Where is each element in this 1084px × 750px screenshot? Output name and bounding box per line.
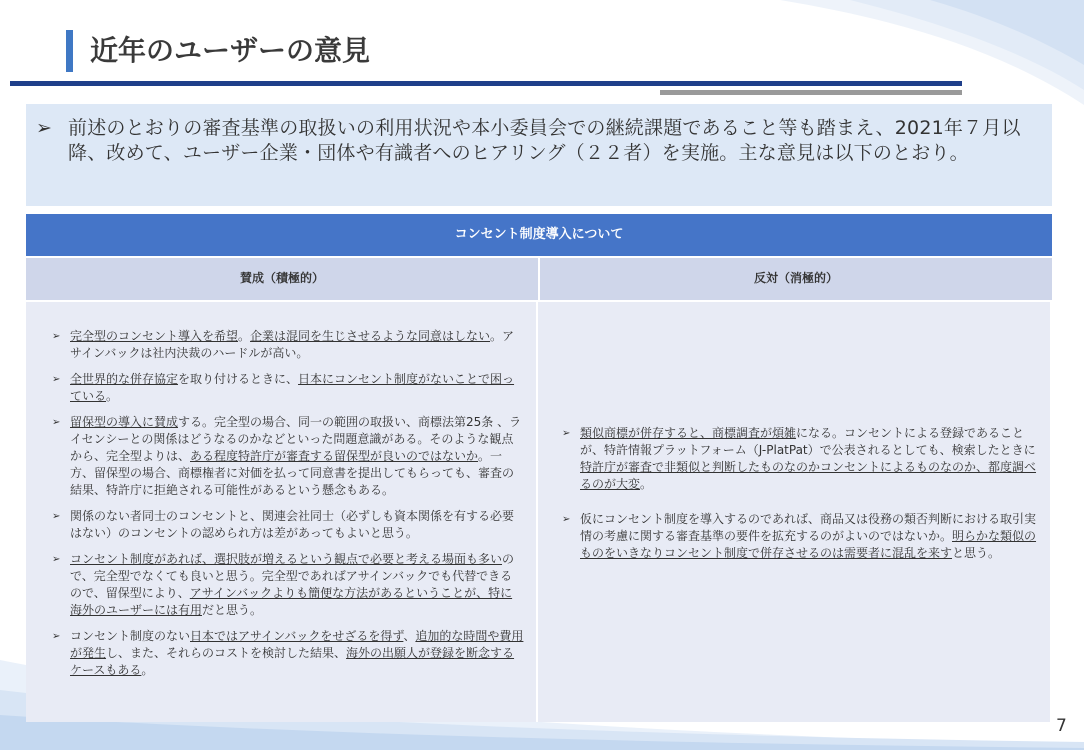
opinion-text: 、 xyxy=(403,629,416,643)
opinion-text: になる。コンセントによる登録であることが、特許情報プラットフォーム（J-PlatPat）で公表されるとしても、検索したときに xyxy=(580,425,1036,457)
underlined-phrase: 完全型のコンセント導入を希望 xyxy=(70,329,239,343)
table-header: コンセント制度導入について xyxy=(26,214,1052,256)
underlined-phrase: 海外の出願人が登録を断念するケースもある xyxy=(70,646,515,677)
underlined-phrase: アサインバックよりも簡便な方法があるということが、特に海外のユーザーには有用 xyxy=(70,586,513,617)
opinion-text: と思う。 xyxy=(952,545,1001,560)
opinion-text: コンセント制度のない xyxy=(70,629,191,643)
opinion-text: を取り付けるときに、 xyxy=(178,372,299,386)
arrow-bullet-icon: ➢ xyxy=(562,427,571,439)
left-opinion-item xyxy=(50,551,524,619)
arrow-bullet-icon: ➢ xyxy=(52,374,61,385)
con-opinions-cell xyxy=(538,302,1050,722)
intro-text: 前述のとおりの審査基準の取扱いの利用状況や本小委員会での継続課題であること等も踏まえ、2021年７月以降、改めて、ユーザー企業・団体や有識者へのヒアリング（２２者）を実施。主な意見は以下のとおり。 xyxy=(68,117,1021,164)
opinion-text: 。一方、留保型の場合、商標権者に対価を払って同意書を提出してもらっても、審査の結果、特許庁に拒絶される可能性があるという懸念もある。 xyxy=(70,449,515,497)
underlined-phrase: 日本ではアサインバックをせざるを得ず xyxy=(190,629,404,643)
left-opinion-item xyxy=(50,371,524,405)
underlined-phrase: 留保型の導入に賛成 xyxy=(70,415,179,429)
right-opinion-item xyxy=(560,511,1038,562)
arrow-bullet-icon: ➢ xyxy=(52,331,61,342)
opinion-text: 。 xyxy=(106,389,119,403)
arrow-bullet-icon: ➢ xyxy=(52,554,61,565)
consent-opinions-table xyxy=(26,214,1052,722)
underlined-phrase: ある程度特許庁が審査する留保型が良いのではないか xyxy=(190,449,479,463)
arrow-bullet-icon: ➢ xyxy=(562,513,571,525)
underlined-phrase: 明らかな類似のものをいきなりコンセント制度で併存させるのは需要者に混乱を来す xyxy=(580,528,1037,560)
intro-bullet-icon: ➢ xyxy=(36,117,52,139)
pro-opinions-cell xyxy=(26,302,538,722)
left-opinion-item xyxy=(50,628,524,679)
underlined-phrase: 日本にコンセント制度がないことで困っている xyxy=(70,372,515,403)
underlined-phrase: 追加的な時間や費用が発生 xyxy=(70,629,524,660)
left-opinion-item xyxy=(50,328,524,362)
intro-box xyxy=(26,104,1052,206)
right-opinion-item xyxy=(560,425,1038,493)
column-headers xyxy=(26,256,1052,300)
table-body-row xyxy=(26,300,1052,722)
left-opinion-item xyxy=(50,414,524,499)
column-header-pro: 賛成（積極的） xyxy=(26,258,540,300)
title-underline-gray xyxy=(660,90,962,95)
opinion-text: 仮にコンセント制度を導入するのであれば、商品又は役務の類否判断における取引実情の考慮に関する審査基準の要件を拡充するのがよいのではないか。 xyxy=(580,511,1037,543)
con-opinions-list xyxy=(560,425,1038,580)
column-header-con: 反対（消極的） xyxy=(753,271,838,285)
opinion-text: 。アサインバックは社内決裁のハードルが高い。 xyxy=(70,329,515,360)
opinion-text: 。 xyxy=(141,663,154,677)
opinion-text: する。完全型の場合、同一の範囲の取扱い、商標法第25条 、ライセンシーとの関係はどうなるのかなどといった問題意識がある。そのような観点から、完全型よりは、 xyxy=(70,415,522,463)
underlined-phrase: 特許庁が審査で非類似と判断したものなのかコンセントによるものなのか、都度調べるのが大変 xyxy=(580,459,1037,491)
arrow-bullet-icon: ➢ xyxy=(52,511,61,522)
title-accent-bar xyxy=(66,30,73,72)
arrow-bullet-icon: ➢ xyxy=(52,631,61,642)
title-underline-blue xyxy=(10,81,962,86)
opinion-text: だと思う。 xyxy=(202,603,263,617)
opinion-text: 関係のない者同士のコンセントと、関連会社同士（必ずしも資本関係を有する必要はない）のコンセントの認められ方は差があってもよいと思う。 xyxy=(70,509,515,540)
slide-title: 近年のユーザーの意見 xyxy=(90,34,371,67)
arrow-bullet-icon: ➢ xyxy=(52,417,61,428)
opinion-text: 。 xyxy=(640,476,653,491)
underlined-phrase: 類似商標が併存すると、商標調査が煩雑 xyxy=(580,425,797,440)
underlined-phrase: 企業は混同を生じさせるような同意はしない xyxy=(250,329,491,343)
left-opinion-item xyxy=(50,508,524,542)
opinion-text: し、また、それらのコストを検討した結果、 xyxy=(106,646,347,660)
underlined-phrase: コンセント制度があれば、選択肢が増えるという観点で必要と考える場面も多い xyxy=(70,552,503,566)
underlined-phrase: 全世界的な併存協定 xyxy=(70,372,179,386)
opinion-text: ので、完全型でなくても良いと思う。完全型であればアサインバックでも代替できるので、留保型により、 xyxy=(70,552,515,600)
page-number: 7 xyxy=(1056,716,1067,736)
opinion-text: 。 xyxy=(238,329,251,343)
